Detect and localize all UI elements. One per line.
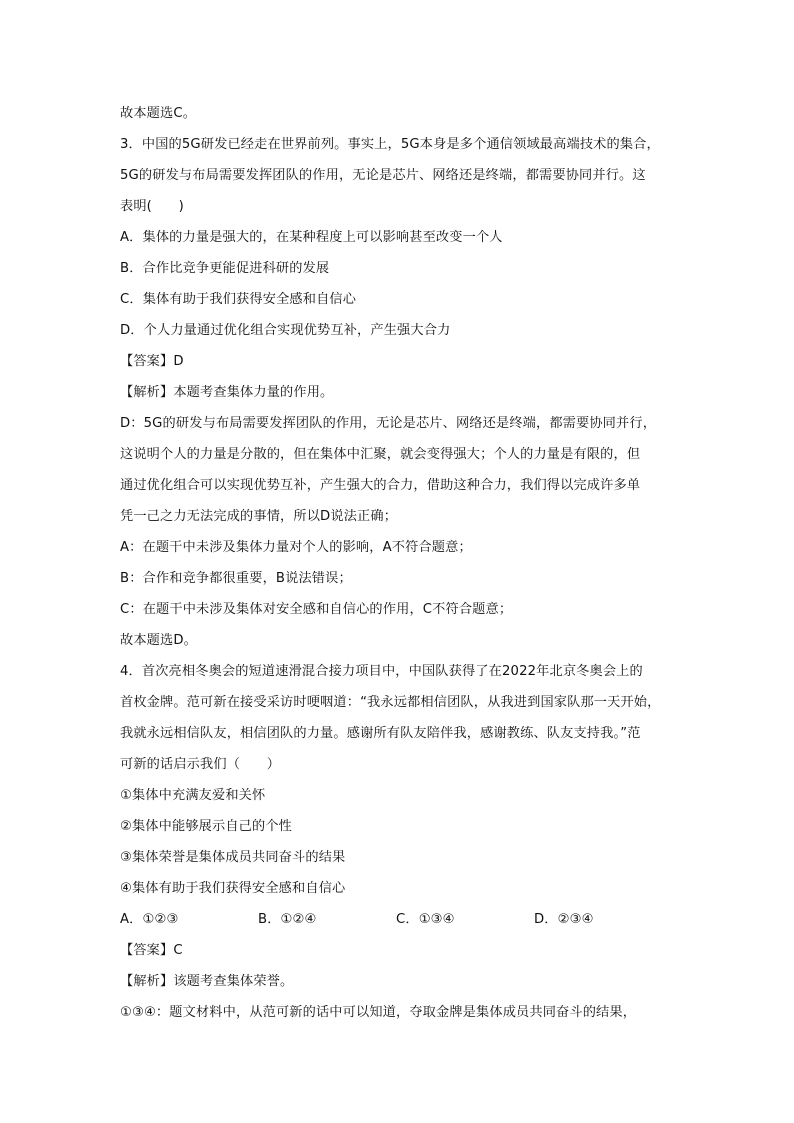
text-line: 可新的话启示我们（ ） [120,757,281,772]
text-line: 5G的研发与布局需要发挥团队的作用，无论是芯片、网络还是终端，都需要协同并行。这 [120,168,646,183]
option-a: A．①②③ [120,912,179,927]
text-line: 故本题选C。 [120,106,197,121]
text-line: A：在题干中未涉及集体力量对个人的影响，A不符合题意； [120,540,472,555]
document-body [120,98,680,1028]
option-d: D．个人力量通过优化组合实现优势互补，产生强大合力 [120,323,451,338]
text-line: ①③④：题文材料中，从范可新的话中可以知道，夺取金牌是集体成员共同奋斗的结果， [120,1005,637,1020]
option-c: C．①③④ [396,912,455,927]
text-line: 表明( ) [120,199,184,214]
text-line: D：5G的研发与布局需要发挥团队的作用，无论是芯片、网络还是终端，都需要协同并行， [120,416,657,431]
statement-3: ③集体荣誉是集体成员共同奋斗的结果 [120,850,346,865]
answer-label: 【答案】D [120,354,184,369]
answer-label: 【答案】C [120,943,183,958]
option-c: C．集体有助于我们获得安全感和自信心 [120,292,357,307]
text-line: B：合作和竞争都很重要，B说法错误； [120,571,352,586]
statement-4: ④集体有助于我们获得安全感和自信心 [120,881,346,896]
text-line: 首枚金牌。范可新在接受采访时哽咽道：“我永远都相信团队，从我进到国家队那一天开始， [120,695,661,710]
answer-options-row [120,904,680,935]
question-4-stem: 4．首次亮相冬奥会的短道速滑混合接力项目中，中国队获得了在2022年北京冬奥会上的 [120,664,643,679]
question-3-stem: 3．中国的5G研发已经走在世界前列。事实上，5G本身是多个通信领域最高端技术的集合， [120,137,660,152]
analysis-label: 【解析】本题考查集体力量的作用。 [120,385,334,400]
option-b: B．合作比竞争更能促进科研的发展 [120,261,330,276]
text-line: 凭一己之力无法完成的事情，所以D说法正确； [120,509,398,524]
text-line: 我就永远相信队友，相信团队的力量。感谢所有队友陪伴我，感谢教练、队友支持我。”范 [120,726,641,741]
option-a: A．集体的力量是强大的，在某种程度上可以影响甚至改变一个人 [120,230,503,245]
text-line: 故本题选D。 [120,633,197,648]
text-line: C：在题干中未涉及集体对安全感和自信心的作用，C不符合题意； [120,602,513,617]
statement-2: ②集体中能够展示自己的个性 [120,819,293,834]
option-b: B．①②④ [258,912,317,927]
analysis-label: 【解析】该题考查集体荣誉。 [120,974,294,989]
text-line: 这说明个人的力量是分散的，但在集体中汇聚，就会变得强大；个人的力量是有限的，但 [120,447,641,462]
statement-1: ①集体中充满友爱和关怀 [120,788,266,803]
text-line: 通过优化组合可以实现优势互补，产生强大的合力，借助这种合力，我们得以完成许多单 [120,478,641,493]
option-d: D．②③④ [534,912,594,927]
